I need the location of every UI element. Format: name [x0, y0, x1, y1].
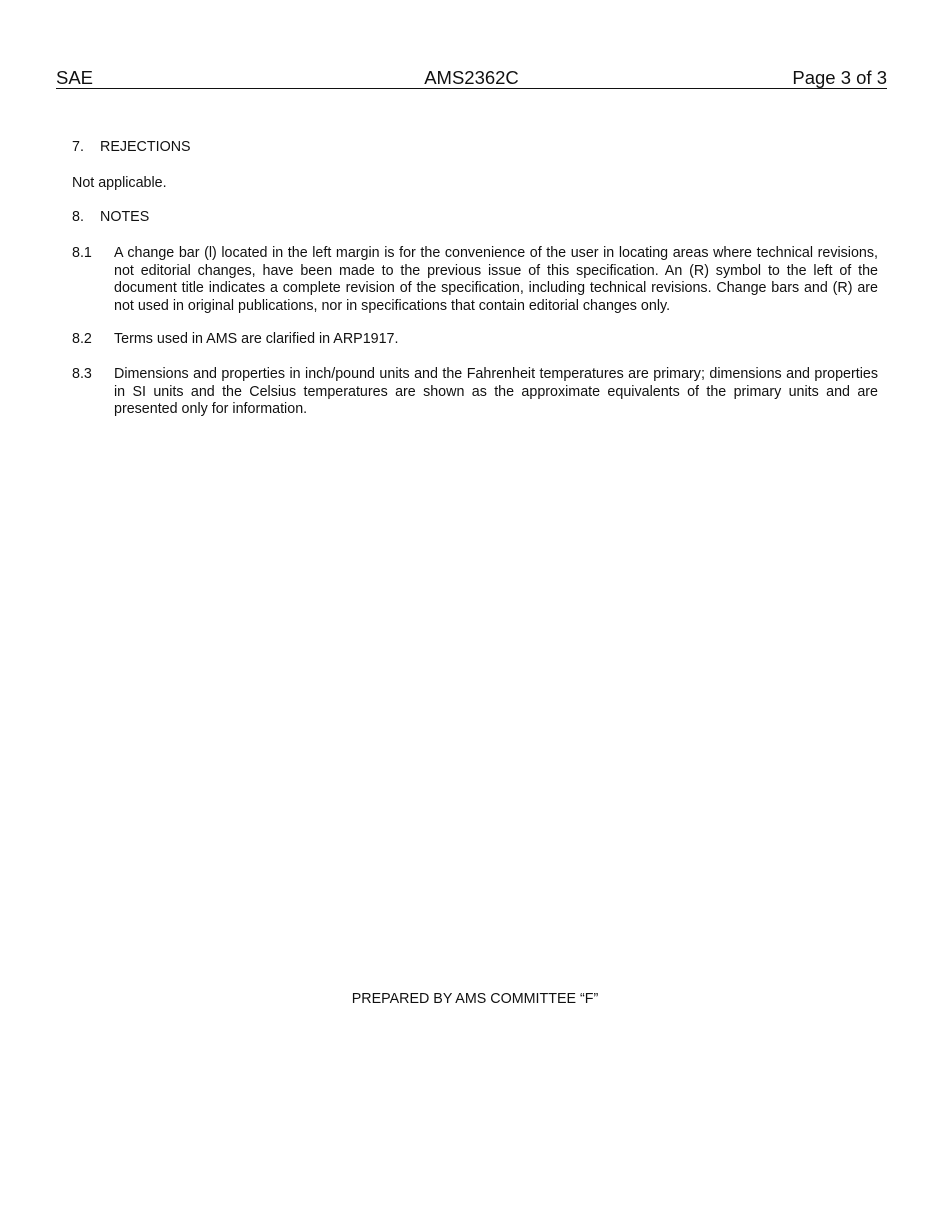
- rejections-body: Not applicable.: [72, 175, 167, 191]
- section-title: REJECTIONS: [100, 139, 191, 155]
- paragraph-number: 8.2: [72, 331, 92, 347]
- paragraph-text: Terms used in AMS are clarified in ARP1917.: [114, 331, 399, 347]
- paragraph-text: A change bar (l) located in the left margin is for the convenience of the user in locating areas where technical revisions, not editorial changes, have been made to the previous issue of this specification. An (R) symbol to the left of the document title indicates a complete revision of the specification, including technical revisions. Change bars and (R) are not used in original publications, nor in specifications that contain editorial changes only.: [114, 245, 878, 314]
- paragraph-number: 8.3: [72, 366, 92, 382]
- page-header: [56, 68, 887, 89]
- section-title: NOTES: [100, 209, 150, 225]
- header-org: SAE: [56, 67, 94, 88]
- note-paragraph-8-3: [72, 366, 878, 419]
- paragraph-text: Dimensions and properties in inch/pound units and the Fahrenheit temperatures are primary; dimensions and properties in SI units and the Celsius temperatures are shown as the approximate equivalents of the primary units and are presented only for information.: [114, 366, 878, 417]
- section-number: 8.: [72, 209, 84, 225]
- section-number: 7.: [72, 139, 84, 155]
- section-heading-rejections: [72, 139, 191, 157]
- header-page-number: Page 3 of 3: [792, 67, 887, 88]
- section-heading-notes: [72, 209, 149, 227]
- prepared-by-footer: PREPARED BY AMS COMMITTEE “F”: [351, 991, 599, 1007]
- note-paragraph-8-2: [72, 331, 878, 349]
- header-doc-id: AMS2362C: [424, 67, 519, 88]
- note-paragraph-8-1: [72, 245, 878, 315]
- paragraph-number: 8.1: [72, 245, 92, 261]
